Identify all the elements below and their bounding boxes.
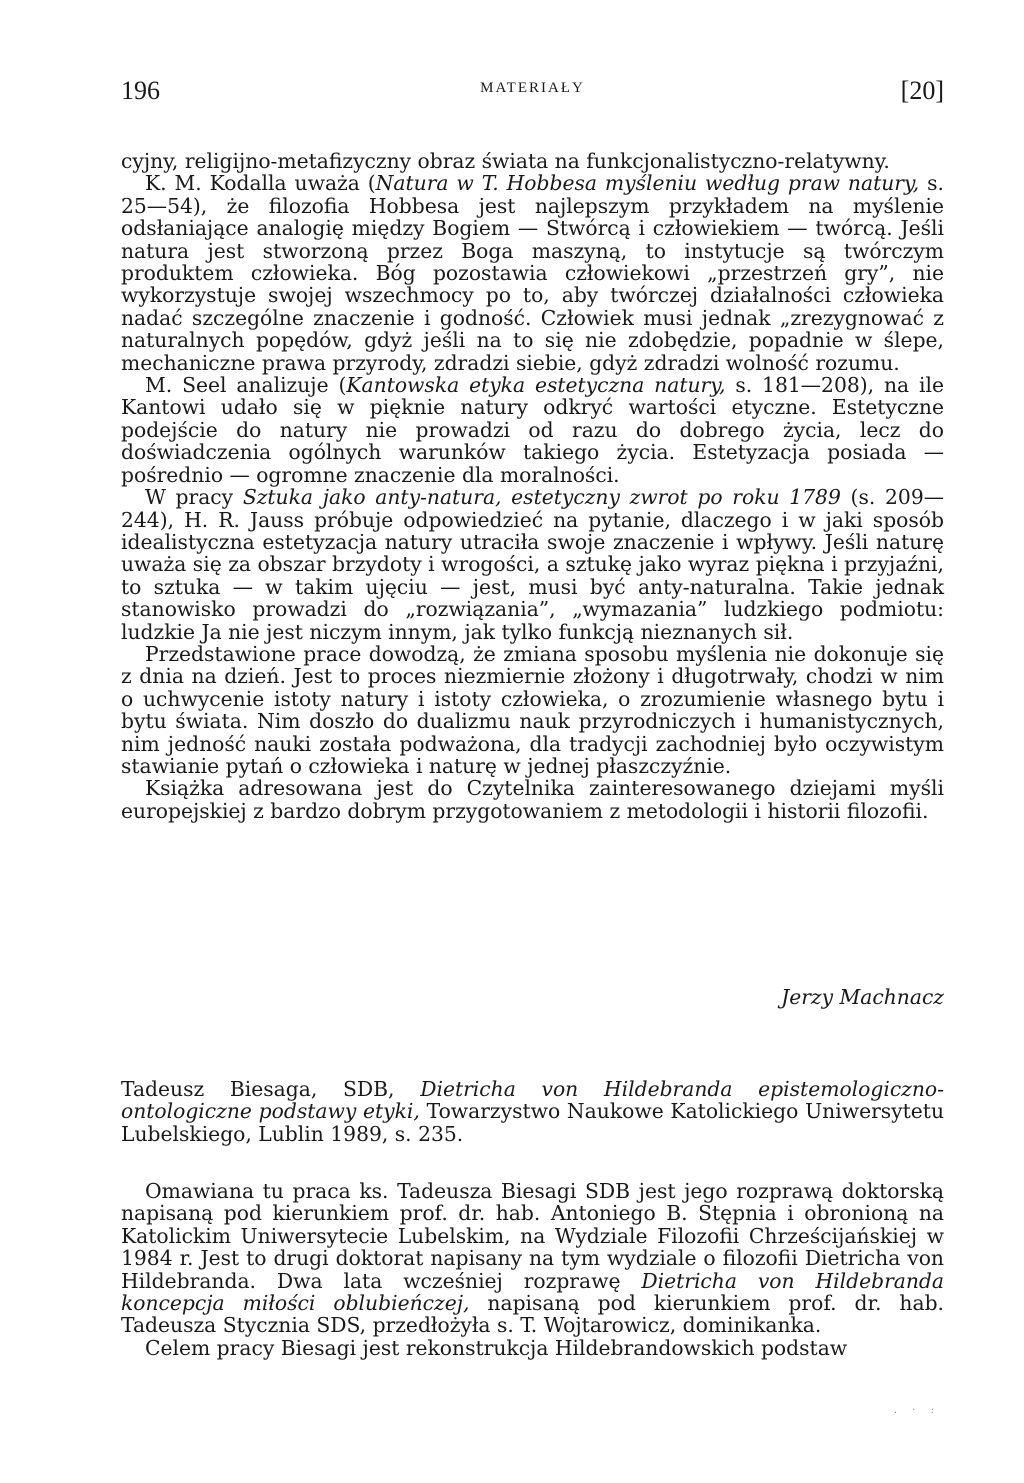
paragraph: Celem pracy Biesagi jest rekonstrukcja Hildebrandowskich podstaw <box>145 1335 848 1360</box>
text-run: M. Seel analizuje ( <box>145 373 347 398</box>
paragraph <box>121 486 944 643</box>
paragraph: cyjny, religijno-metafizyczny obraz świata na funkcjonalistyczno-relatywny. <box>121 149 890 173</box>
citation <box>121 1078 944 1145</box>
text-run: s. 181—208), na ile Kantowi udało się w pięknie natury odkryć wartości etyczne. Estetyczne podejście do natury nie prowadzi od razu do dobrego życia, lecz do doświadczenia ogólnych warunków takiego życia. Estetyzacja posiada — pośrednio — ogromne znaczenie dla moralności. <box>121 373 944 487</box>
paragraph: Przedstawione prace dowodzą, że zmiana sposobu myślenia nie dokonuje się z dnia na dzień. Jest to proces niezmiernie złożony i długotrwały, chodzi w nim o uchwycenie istoty natury i istoty człowieka, o zrozumienie własnego bytu i bytu świata. Nim doszło do dualizmu nauk przyrodniczych i humanistycznych, nim jedność nauki została podważona, dla tradycji zachodniej było oczywistym stawianie pytań o człowieka i naturę w jednej płaszczyźnie. <box>121 641 944 778</box>
paragraph <box>121 172 944 374</box>
text-run: napisaną pod kierunkiem prof. dr. hab. Tadeusza Stycznia SDS, przedłożyła s. T. Wojtarowicz, dominikanka. <box>121 1291 944 1338</box>
paragraph <box>121 374 944 486</box>
book-title: Sztuka jako anty-natura, estetyczny zwrot po roku 1789 <box>242 485 841 510</box>
text-run: K. M. Kodalla uważa ( <box>145 171 376 196</box>
book-title: Dietricha von Hildebranda koncepcja miłości oblubieńczej, <box>121 1268 944 1316</box>
citation-author: Tadeusz Biesaga, SDB, <box>121 1077 421 1101</box>
text-run: (s. 209—244), H. R. Jauss próbuje odpowiedzieć na pytanie, dlaczego i w jaki sposób idealistyczna estetyzacja natury utraciła swoje znaczenie i wpływy. Jeśli naturę uważa się za obszar brzydoty i wrogości, a sztukę jako wyraz piękna i przyjaźni, to sztuka — w takim ujęciu — jest, musi być anty-naturalna. Takie jednak stanowisko prowadzi do „rozwiązania”, „wymazania” ludzkiego podmiotu: ludzkie Ja nie jest niczym innym, jak tylko funkcją nieznanych sił. <box>121 485 945 644</box>
page-header <box>121 76 944 116</box>
review-body-1 <box>121 150 944 822</box>
review-body-2 <box>121 1180 944 1359</box>
paragraph <box>121 1180 944 1337</box>
section-number: [20] <box>900 76 944 105</box>
text-run: W pracy <box>145 485 243 510</box>
citation-title: Dietricha von Hildebranda epistemologiczno-ontologiczne podstawy etyki, <box>121 1077 944 1124</box>
text-run: Omawiana tu praca ks. Tadeusza Biesagi SDB jest jego rozprawą doktorską napisaną pod kierunkiem prof. dr. hab. Antoniego B. Stępnia i obronioną na Katolickim Uniwersytecie Lubelskim, na Wydziale Filozofii Chrześcijańskiej w 1984 r. Jest to drugi doktorat napisany na tym wydziale o filozofii Dietricha von Hildebranda. Dwa lata wcześniej rozprawę <box>121 1179 944 1293</box>
book-title: Natura w T. Hobbesa myśleniu według praw natury, <box>375 171 920 196</box>
text-run: s. 25—54), że filozofia Hobbesa jest najlepszym przykładem na myślenie odsłaniające analogię między Bogiem — Stwórcą i człowiekiem — twórcą. Jeśli natura jest stworzoną przez Boga maszyną, to instytucje są twórczym produktem człowieka. Bóg pozostawia człowiekowi „przestrzeń gry”, nie wykorzystuje swojej wszechmocy po to, aby twórczej działalności człowieka nadać szczególne znaczenie i godność. Człowiek musi jednak „zrezygnować z naturalnych popędów, gdyż jeśli na to się nie zdobędzie, popadnie w ślepe, mechaniczne prawa przyrody, zdradzi siebie, gdyż zdradzi wolność rozumu. <box>121 171 944 375</box>
citation-publisher: Towarzystwo Naukowe Katolickiego Uniwersytetu Lubelskiego, Lublin 1989, s. 235. <box>121 1099 945 1146</box>
paragraph: Książka adresowana jest do Czytelnika zainteresowanego dziejami myśli europejskiej z bardzo dobrym przygotowaniem z metodologii i historii filozofii. <box>121 776 944 823</box>
bibliographic-entry <box>121 1078 944 1145</box>
running-title: MATERIAŁY <box>480 80 585 96</box>
reviewer-signature: Jerzy Machnacz <box>781 985 944 1009</box>
book-title: Kantowska etyka estetyczna natury, <box>346 373 726 398</box>
page-number: 196 <box>121 76 160 105</box>
scan-marks: . · : <box>893 1405 940 1416</box>
